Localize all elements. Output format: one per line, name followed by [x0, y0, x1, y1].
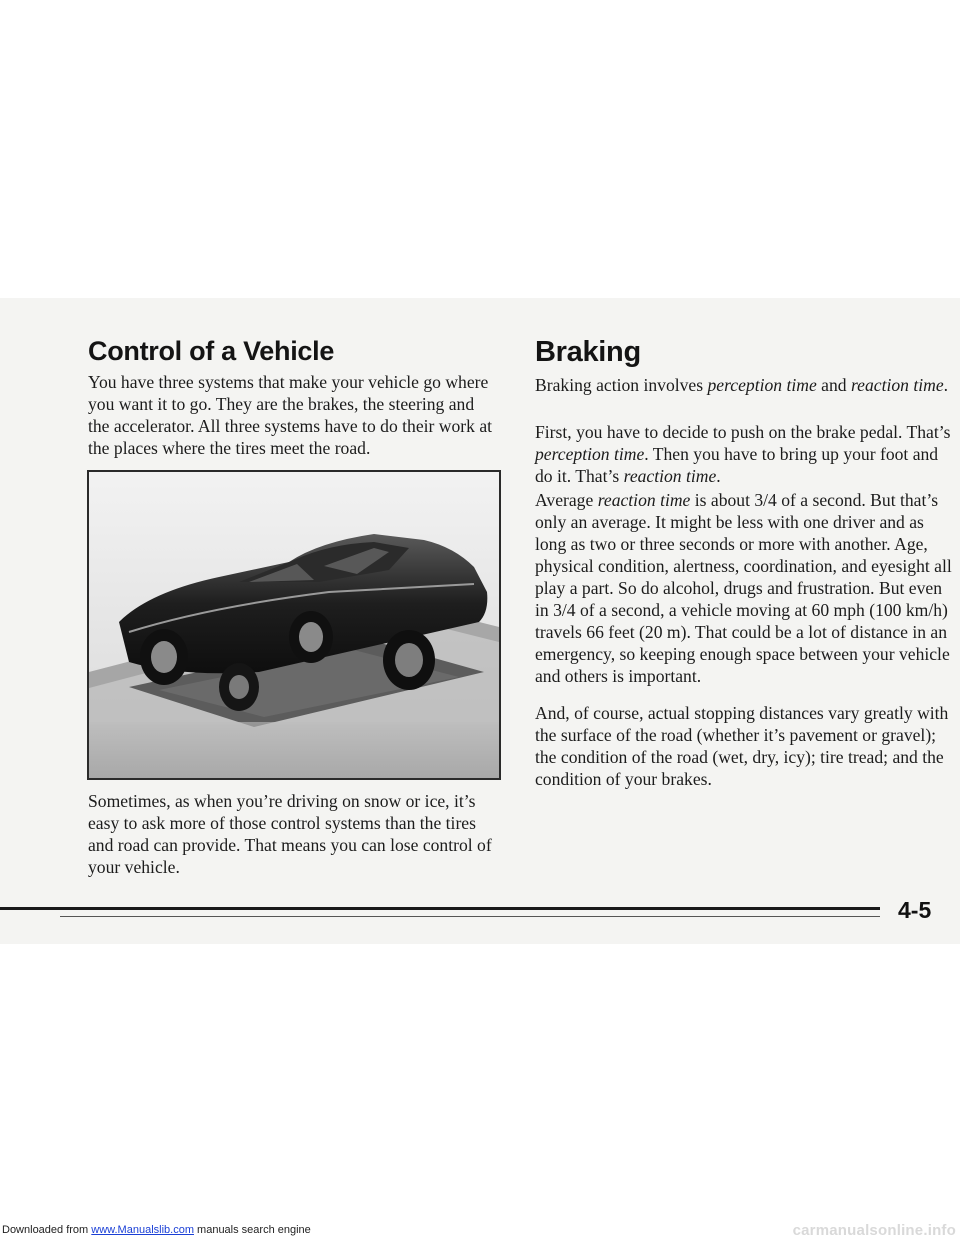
footer-rule — [0, 907, 880, 910]
braking-paragraph-1: Braking action involves perception time and reaction time. — [535, 375, 949, 395]
section-heading-braking: Braking — [535, 336, 641, 368]
braking-paragraph-3: Average reaction time is about 3/4 of a second. But that’s only an average. It might be less with one driver and as long as two or three seconds or more with another. Age, physical condition, alertness, coordination, and eyesight all play a part. So do alcohol, drugs and frustration. But even in 3/4 of a second, a vehicle moving at 60 mph (100 km/h) travels 66 feet (20 m). That could be a lot of distance in an emergency, so keeping enough space between your vehicle and others is important. — [535, 490, 952, 686]
footer-rule-thin — [60, 916, 880, 917]
watermark: carmanualsonline.info — [792, 1222, 956, 1239]
car-illustration — [87, 470, 501, 780]
braking-paragraph-2: First, you have to decide to push on the brake pedal. That’s perception time. Then you have to bring up your foot and do it. That’s reaction time. — [535, 422, 951, 486]
section-heading-control: Control of a Vehicle — [88, 336, 335, 366]
braking-paragraph-4: And, of course, actual stopping distances vary greatly with the surface of the road (whether it’s pavement or gravel); the condition of the road (wet, dry, icy); tire tread; and the condition of your brakes. — [535, 703, 949, 789]
page-number: 4-5 — [898, 897, 932, 923]
download-credit: Downloaded from www.Manualslib.com manuals search engine — [2, 1224, 311, 1236]
manualslib-link[interactable]: www.Manualslib.com — [91, 1224, 194, 1236]
control-warning-paragraph: Sometimes, as when you’re driving on snow or ice, it’s easy to ask more of those control systems than the tires and road can provide. That means you can lose control of your vehicle. — [88, 791, 492, 877]
control-intro-paragraph: You have three systems that make your vehicle go where you want it to go. They are the brakes, the steering and the accelerator. All three systems have to do their work at the places where the tires meet the road. — [88, 372, 493, 458]
